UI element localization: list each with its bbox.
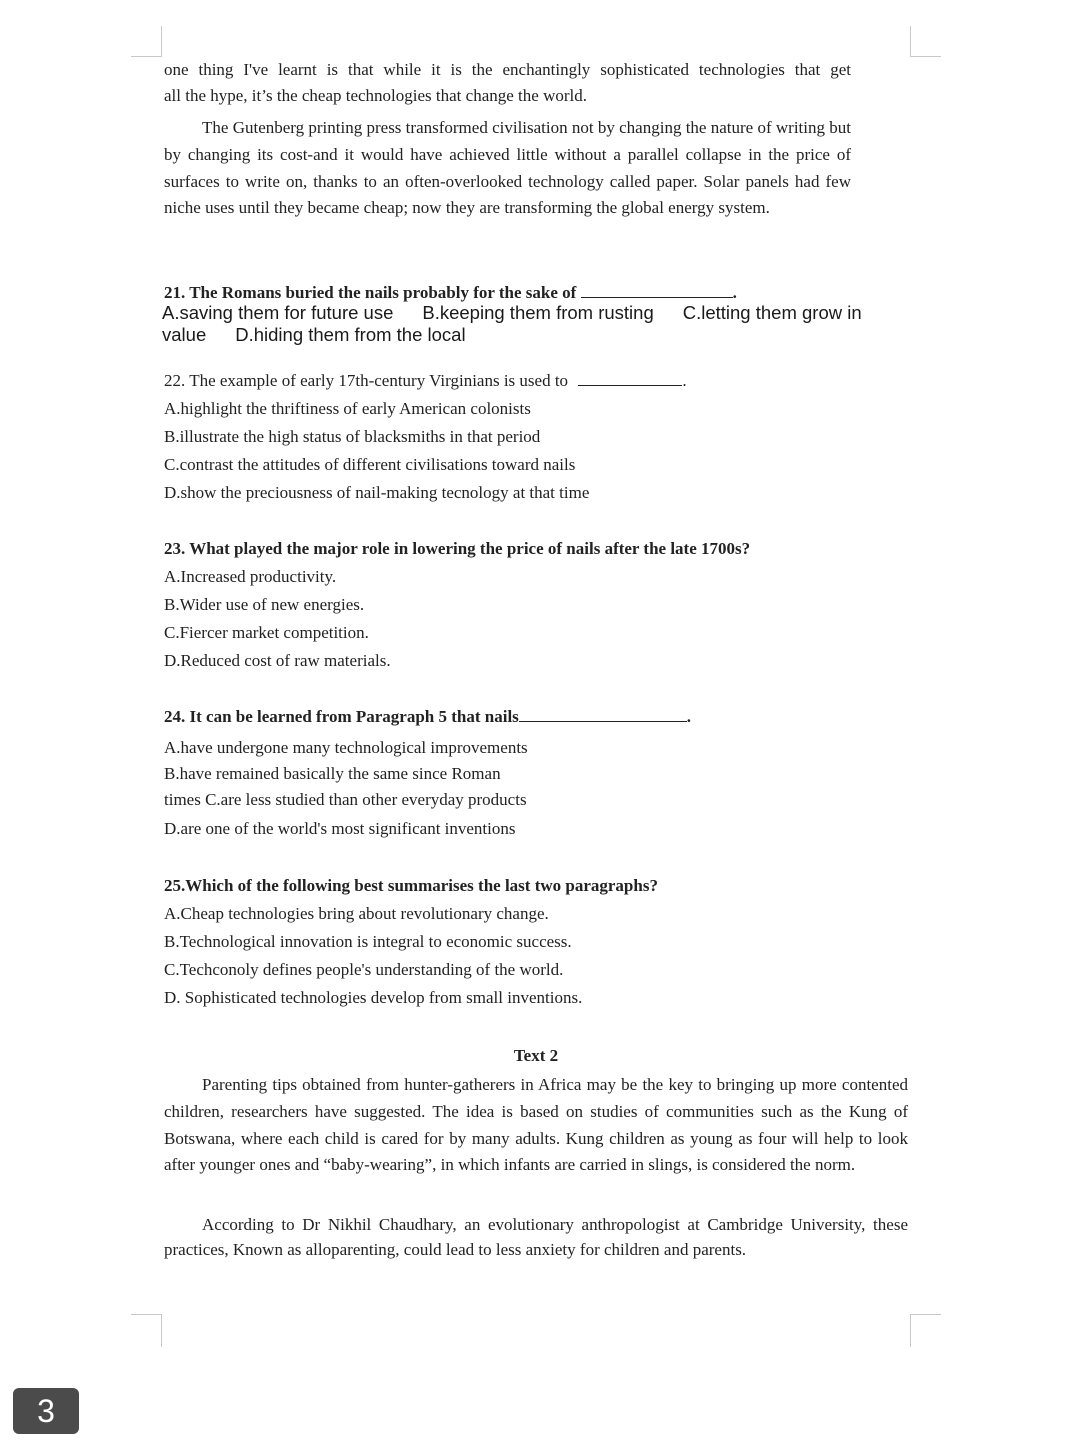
answer-blank	[581, 283, 733, 298]
crop-mark-top-right	[910, 26, 941, 57]
option-22-c[interactable]: C.contrast the attitudes of different civilisations toward nails	[164, 455, 576, 474]
option-21-b[interactable]: B.keeping them from rusting	[422, 302, 654, 323]
question-21-options-row-2	[162, 324, 466, 346]
question-24-end: .	[686, 707, 692, 726]
option-25-c[interactable]: C.Techconoly defines people's understanding of the world.	[164, 960, 564, 979]
answer-blank	[519, 707, 687, 722]
option-21-d[interactable]: D.hiding them from the local	[235, 324, 466, 345]
text2-paragraph-1: Parenting tips obtained from hunter-gatherers in Africa may be the key to bringing up more contented children, researchers have suggested. The idea is based on studies of communities such as the Kung of Botswana, where each child is cared for by many adults. Kung children as young as four will help to look after younger ones and “baby-wearing”, in which infants are carried in slings, is considered the norm.	[164, 1075, 908, 1175]
page-number-badge[interactable]: 3	[13, 1388, 79, 1434]
question-22-text: 22. The example of early 17th-century Virginians is used to	[164, 371, 569, 390]
text2-paragraph-2: According to Dr Nikhil Chaudhary, an evolutionary anthropologist at Cambridge University, these practices, Known as alloparenting, could lead to less anxiety for children and parents.	[164, 1215, 908, 1259]
option-23-c[interactable]: C.Fiercer market competition.	[164, 623, 369, 642]
option-23-b[interactable]: B.Wider use of new energies.	[164, 595, 365, 614]
intro-paragraph-2: The Gutenberg printing press transformed civilisation not by changing the nature of writing but by changing its cost-and it would have achieved little without a parallel collapse in the price of surfaces to write on, thanks to an often-overlooked technology called paper. Solar panels had few niche uses until they became cheap; now they are transforming the global energy system.	[164, 118, 851, 218]
question-24-text: 24. It can be learned from Paragraph 5 that nails	[164, 707, 519, 726]
question-21-options-row-1	[162, 302, 862, 324]
option-21-c[interactable]: C.letting them grow in	[682, 302, 862, 323]
option-21-a[interactable]: A.saving them for future use	[162, 302, 394, 323]
option-25-a[interactable]: A.Cheap technologies bring about revolutionary change.	[164, 904, 549, 923]
question-21-text: 21. The Romans buried the nails probably for the sake of	[164, 283, 577, 302]
crop-mark-bottom-right	[910, 1314, 941, 1347]
option-22-b[interactable]: B.illustrate the high status of blacksmiths in that period	[164, 427, 541, 446]
question-24-stem	[164, 705, 691, 729]
crop-mark-top-left	[131, 26, 162, 57]
intro-line-1: one thing I've learnt is that while it is the enchantingly sophisticated technologies that get	[164, 60, 851, 79]
question-22-end: .	[682, 371, 687, 390]
option-21-c-continued: value	[162, 324, 207, 345]
option-24-line-4[interactable]: D.are one of the world's most significant inventions	[164, 819, 516, 838]
option-24-line-1[interactable]: A.have undergone many technological improvements	[164, 738, 528, 757]
question-23-stem: 23. What played the major role in lowering the price of nails after the late 1700s?	[164, 539, 751, 558]
option-25-d[interactable]: D. Sophisticated technologies develop from small inventions.	[164, 988, 583, 1007]
option-23-a[interactable]: A.Increased productivity.	[164, 567, 337, 586]
section-title: Text 2	[513, 1046, 559, 1065]
option-22-a[interactable]: A.highlight the thriftiness of early American colonists	[164, 399, 531, 418]
option-24-line-3[interactable]: times C.are less studied than other everyday products	[164, 790, 527, 809]
option-23-d[interactable]: D.Reduced cost of raw materials.	[164, 651, 391, 670]
answer-blank	[578, 371, 682, 386]
option-25-b[interactable]: B.Technological innovation is integral to economic success.	[164, 932, 572, 951]
question-21-end: .	[732, 283, 737, 302]
option-24-line-2[interactable]: B.have remained basically the same since Roman	[164, 764, 501, 783]
question-25-stem: 25.Which of the following best summarises the last two paragraphs?	[164, 876, 658, 895]
question-22-stem	[164, 369, 687, 393]
option-22-d[interactable]: D.show the preciousness of nail-making tecnology at that time	[164, 483, 590, 502]
crop-mark-bottom-left	[131, 1314, 162, 1347]
intro-line-2: all the hype, it’s the cheap technologies that change the world.	[164, 86, 587, 105]
